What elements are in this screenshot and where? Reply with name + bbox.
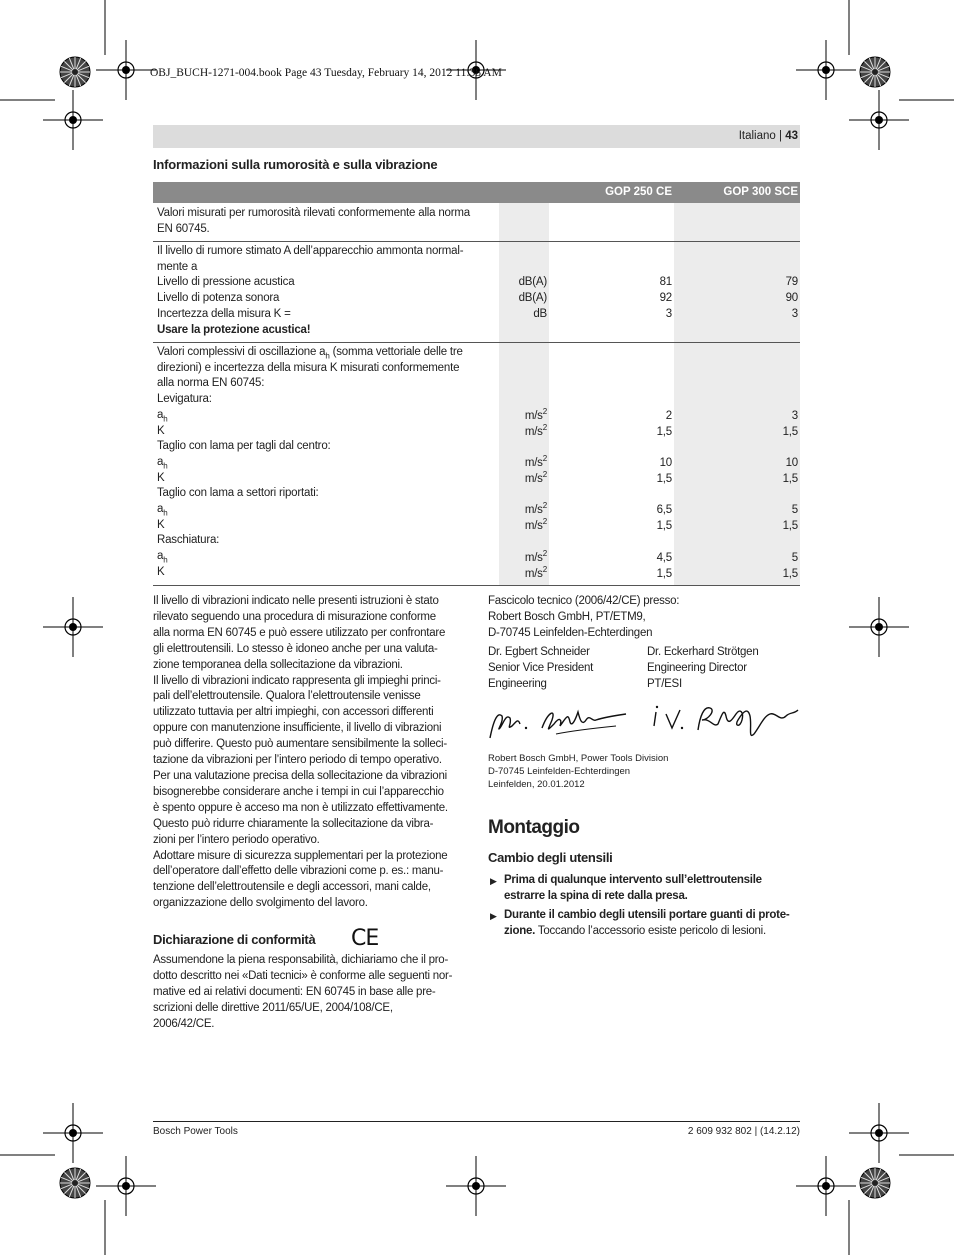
text-line: mative ed ai relativi documenti: EN 60745 in base alle pre- (153, 985, 436, 998)
ce-mark-icon: CE (351, 926, 379, 951)
signature-right (648, 698, 803, 748)
text-fragment: a (157, 503, 164, 516)
text-line: Valori misurati per rumorosità rilevati conformemente alla norma (157, 207, 470, 219)
text-line: oppure con manutenzione insufficiente, il livello di vibrazioni (153, 722, 442, 735)
conformity-text (153, 953, 473, 1033)
value-cell: 3 (791, 307, 798, 320)
text-line: organizzazione dello svolgimento del lavoro. (153, 897, 368, 910)
text-line: pali dell’elettroutensile. Qualora l’elettroutensile venisse (153, 690, 421, 703)
value-cell: 1,5 (782, 568, 798, 580)
text-line: bisognerebbe considerare anche i tempi in cui l’apparecchio (153, 785, 444, 798)
ah-label (157, 455, 497, 471)
vibration-units-group-3 (499, 503, 547, 534)
text-line: è spento oppure è acceso ma non è utilizzato effettivamente. (153, 801, 448, 814)
row-divider (153, 585, 800, 586)
text-line: Per una valutazione precisa della sollecitazione da vibrazioni (153, 769, 447, 782)
text-fragment: a (157, 408, 164, 421)
signatory-left (488, 645, 638, 693)
value-cell: 1,5 (656, 568, 672, 580)
text-line: tazione da vibrazioni per l’intero periodo di tempo operativo. (153, 754, 442, 767)
text-line: Prima di qualunque intervento sull’elettroutensile (504, 874, 762, 886)
text-line: alla norma EN 60745 e può essere utilizzato per confrontare (153, 626, 446, 639)
file-header: OBJ_BUCH-1271-004.book Page 43 Tuesday, February 14, 2012 11:38 AM (150, 67, 502, 79)
noise-level-labels (157, 244, 497, 338)
vibration-values-gop250-group-2 (549, 456, 672, 487)
subscript: h (325, 351, 330, 361)
superscript: 2 (542, 501, 547, 511)
value-cell: 10 (659, 457, 672, 469)
text-fragment: a (157, 550, 164, 563)
footer-right: 2 609 932 802 | (14.2.12) (687, 1126, 800, 1137)
bullet-arrow-icon: ▶ (490, 876, 497, 886)
superscript: 2 (542, 469, 547, 479)
conformity-title: Dichiarazione di conformità (153, 932, 316, 947)
noise-units (499, 275, 547, 322)
text-line: Il livello di vibrazioni indicato rappresenta gli impieghi princi- (153, 674, 441, 687)
k-label: K (157, 471, 165, 484)
hearing-protection-warning: Usare la protezione acustica! (157, 323, 311, 336)
company-block (488, 753, 800, 791)
unit-cell: dB(A) (518, 292, 547, 305)
superscript: 2 (542, 517, 547, 527)
column-header-gop250: GOP 250 CE (605, 186, 672, 198)
text-line (504, 924, 800, 940)
value-cell: 5 (791, 504, 798, 517)
subscript: h (163, 555, 168, 565)
unit-cell (499, 469, 547, 488)
noise-section-title: Informazioni sulla rumorosità e sulla vibrazione (153, 157, 438, 172)
ah-label (157, 549, 497, 565)
noise-values-gop250 (549, 275, 672, 322)
vibration-units-group-1 (499, 406, 547, 440)
unit-cell: dB(A) (518, 276, 547, 289)
unit-cell (499, 422, 547, 441)
tool-change-title: Cambio degli utensili (488, 850, 613, 865)
text-line: alla norma EN 60745: (157, 377, 265, 390)
ah-label (157, 408, 497, 424)
safety-instruction-1 (504, 873, 800, 905)
text-line: Fascicolo tecnico (2006/42/CE) presso: (488, 595, 680, 607)
subscript: h (163, 508, 168, 518)
group-label: Raschiatura: (157, 534, 220, 547)
vibration-values-gop250-group-4 (549, 551, 672, 582)
text-fragment: m/s (524, 409, 543, 422)
signature-left (486, 698, 636, 748)
text-line: Il livello di rumore stimato A dell’apparecchio ammonta normal- (157, 245, 464, 257)
value-cell: 90 (785, 292, 798, 305)
unit-cell (499, 551, 547, 567)
vibration-units-group-4 (499, 551, 547, 582)
column-header-gop300: GOP 300 SCE (723, 186, 798, 198)
measured-values-text (157, 206, 497, 237)
text-line: dell’operatore dall’effetto delle vibrazioni come p. es.: manu- (153, 865, 444, 878)
text-line: Questo può ridurre chiaramente la sollecitazione da vibra- (153, 817, 434, 830)
vibration-units-group-2 (499, 456, 547, 487)
row-label: Livello di pressione acustica (157, 276, 295, 289)
assembly-title: Montaggio (488, 817, 580, 838)
text-line: EN 60745. (157, 222, 210, 235)
text-line: utilizzato tuttavia per altri impieghi, con accessori differenti (153, 706, 434, 719)
subscript: h (163, 461, 168, 471)
technical-file (488, 594, 800, 642)
value-cell: 3 (665, 307, 672, 320)
value-cell: 1,5 (656, 519, 672, 532)
group-label: Taglio con lama per tagli dal centro: (157, 440, 331, 453)
text-line: rilevato seguendo una procedura di misurazione conforme (153, 610, 436, 623)
value-cell: 92 (659, 292, 672, 305)
k-label: K (157, 518, 165, 531)
value-cell: 81 (659, 276, 672, 289)
text-line: può differire. Questo può aumentare sensibilmente la solleci- (153, 738, 447, 751)
value-cell: 1,5 (656, 425, 672, 438)
text-line: PT/ESI (647, 677, 682, 690)
vibration-values-gop250-group-3 (549, 503, 672, 534)
text-fragment: m/s (524, 568, 543, 580)
unit-cell (499, 456, 547, 472)
value-cell: 5 (791, 552, 798, 565)
text-line: estrarre la spina di rete dalla presa. (504, 889, 688, 902)
unit-cell (499, 503, 547, 519)
safety-instruction-2 (504, 908, 800, 940)
text-line: Durante il cambio degli utensili portare guanti di prote- (504, 909, 790, 921)
text-fragment: m/s (524, 504, 543, 517)
vibration-values-gop300-group-3 (674, 503, 798, 534)
row-label: Livello di potenza sonora (157, 292, 280, 305)
value-cell: 1,5 (782, 519, 798, 532)
text-line: direzioni) e incertezza della misura K misurati conformemente (157, 361, 460, 374)
value-cell: 2 (665, 409, 672, 422)
noise-values-gop300 (674, 275, 798, 322)
page-header (739, 130, 798, 142)
text-fragment: zione. (504, 924, 536, 937)
value-cell: 10 (785, 457, 798, 469)
text-line: scrizioni delle direttive 2011/65/UE, 2004/108/CE, (153, 1001, 393, 1014)
superscript: 2 (542, 549, 547, 559)
bullet-arrow-icon: ▶ (490, 911, 497, 921)
superscript: 2 (542, 422, 547, 432)
value-cell: 79 (785, 276, 798, 289)
text-line: zione temporanea della sollecitazione da vibrazioni. (153, 658, 403, 671)
unit-cell (499, 567, 547, 583)
vibration-values-gop300-group-4 (674, 551, 798, 582)
text-fragment: m/s (524, 472, 543, 485)
vibration-values-gop250-group-1 (549, 409, 672, 440)
text-fragment: a (157, 455, 164, 468)
group-label: Taglio con lama a settori riportati: (157, 487, 319, 500)
row-divider (153, 241, 800, 242)
page-header-band (153, 125, 800, 148)
text-fragment: Valori complessivi di oscillazione a (157, 346, 326, 358)
row-divider (153, 342, 800, 343)
vibration-values-gop300-group-2 (674, 456, 798, 487)
text-line: Engineering Director (647, 661, 747, 674)
text-line: gli elettroutensili. Lo stesso è idoneo anche per una valuta- (153, 642, 438, 655)
footer-rule (153, 1121, 800, 1122)
page-number: 43 (785, 130, 798, 142)
text-line: tenzione dell’elettroutensile e degli accessori, mani calde, (153, 881, 431, 894)
value-cell: 1,5 (782, 472, 798, 485)
header-language: Italiano (738, 130, 776, 142)
header-separator: | (779, 130, 782, 142)
text-line: dotto descritto nei «Dati tecnici» è conforme alle seguenti nor- (153, 969, 453, 982)
k-label: K (157, 424, 165, 437)
text-line: 2006/42/CE. (153, 1017, 215, 1030)
text-line (157, 345, 497, 361)
text-line: Dr. Eckerhard Strötgen (647, 646, 759, 658)
vibration-values-gop300-group-1 (674, 409, 798, 440)
value-cell: 4,5 (656, 552, 672, 565)
signatory-right (647, 645, 800, 693)
vibration-explanation (153, 594, 473, 912)
text-fragment: Toccando l’accessorio esiste pericolo di lesioni. (535, 924, 766, 937)
text-line: Robert Bosch GmbH, Power Tools Division (488, 753, 669, 764)
text-fragment: m/s (524, 425, 543, 438)
value-cell: 6,5 (656, 504, 672, 517)
unit-cell (499, 406, 547, 425)
subscript: h (163, 414, 168, 424)
superscript: 2 (542, 454, 547, 464)
text-fragment: (somma vettoriale delle tre (329, 346, 463, 358)
text-line: Robert Bosch GmbH, PT/ETM9, (488, 610, 646, 623)
text-fragment: m/s (524, 457, 543, 469)
value-cell: 3 (791, 409, 798, 422)
value-cell: 1,5 (782, 425, 798, 438)
ah-label (157, 502, 497, 518)
unit-cell: dB (533, 307, 547, 320)
group-label: Levigatura: (157, 393, 212, 406)
text-line: mente a (157, 260, 198, 273)
text-fragment: m/s (524, 519, 543, 532)
superscript: 2 (542, 406, 547, 416)
footer-left: Bosch Power Tools (153, 1126, 238, 1137)
text-line: Dr. Egbert Schneider (488, 646, 590, 658)
value-cell: 1,5 (656, 472, 672, 485)
text-line: Engineering (488, 677, 547, 690)
superscript: 2 (542, 565, 547, 575)
vibration-labels (157, 345, 497, 581)
k-label: K (157, 565, 165, 578)
text-line: D-70745 Leinfelden-Echterdingen (488, 765, 631, 777)
text-line: Leinfelden, 20.01.2012 (488, 778, 585, 790)
text-line: D-70745 Leinfelden-Echterdingen (488, 626, 653, 639)
text-line: zioni per l’intero periodo operativo. (153, 833, 320, 846)
text-line: Assumendone la piena responsabilità, dichiariamo che il pro- (153, 954, 449, 966)
text-fragment: m/s (524, 552, 543, 565)
text-line: Adottare misure di sicurezza supplementari per la protezione (153, 849, 448, 862)
text-line: Senior Vice President (488, 661, 594, 674)
unit-cell (499, 519, 547, 535)
row-label: Incertezza della misura K = (157, 307, 291, 320)
text-line: Il livello di vibrazioni indicato nelle presenti istruzioni è stato (153, 595, 439, 607)
